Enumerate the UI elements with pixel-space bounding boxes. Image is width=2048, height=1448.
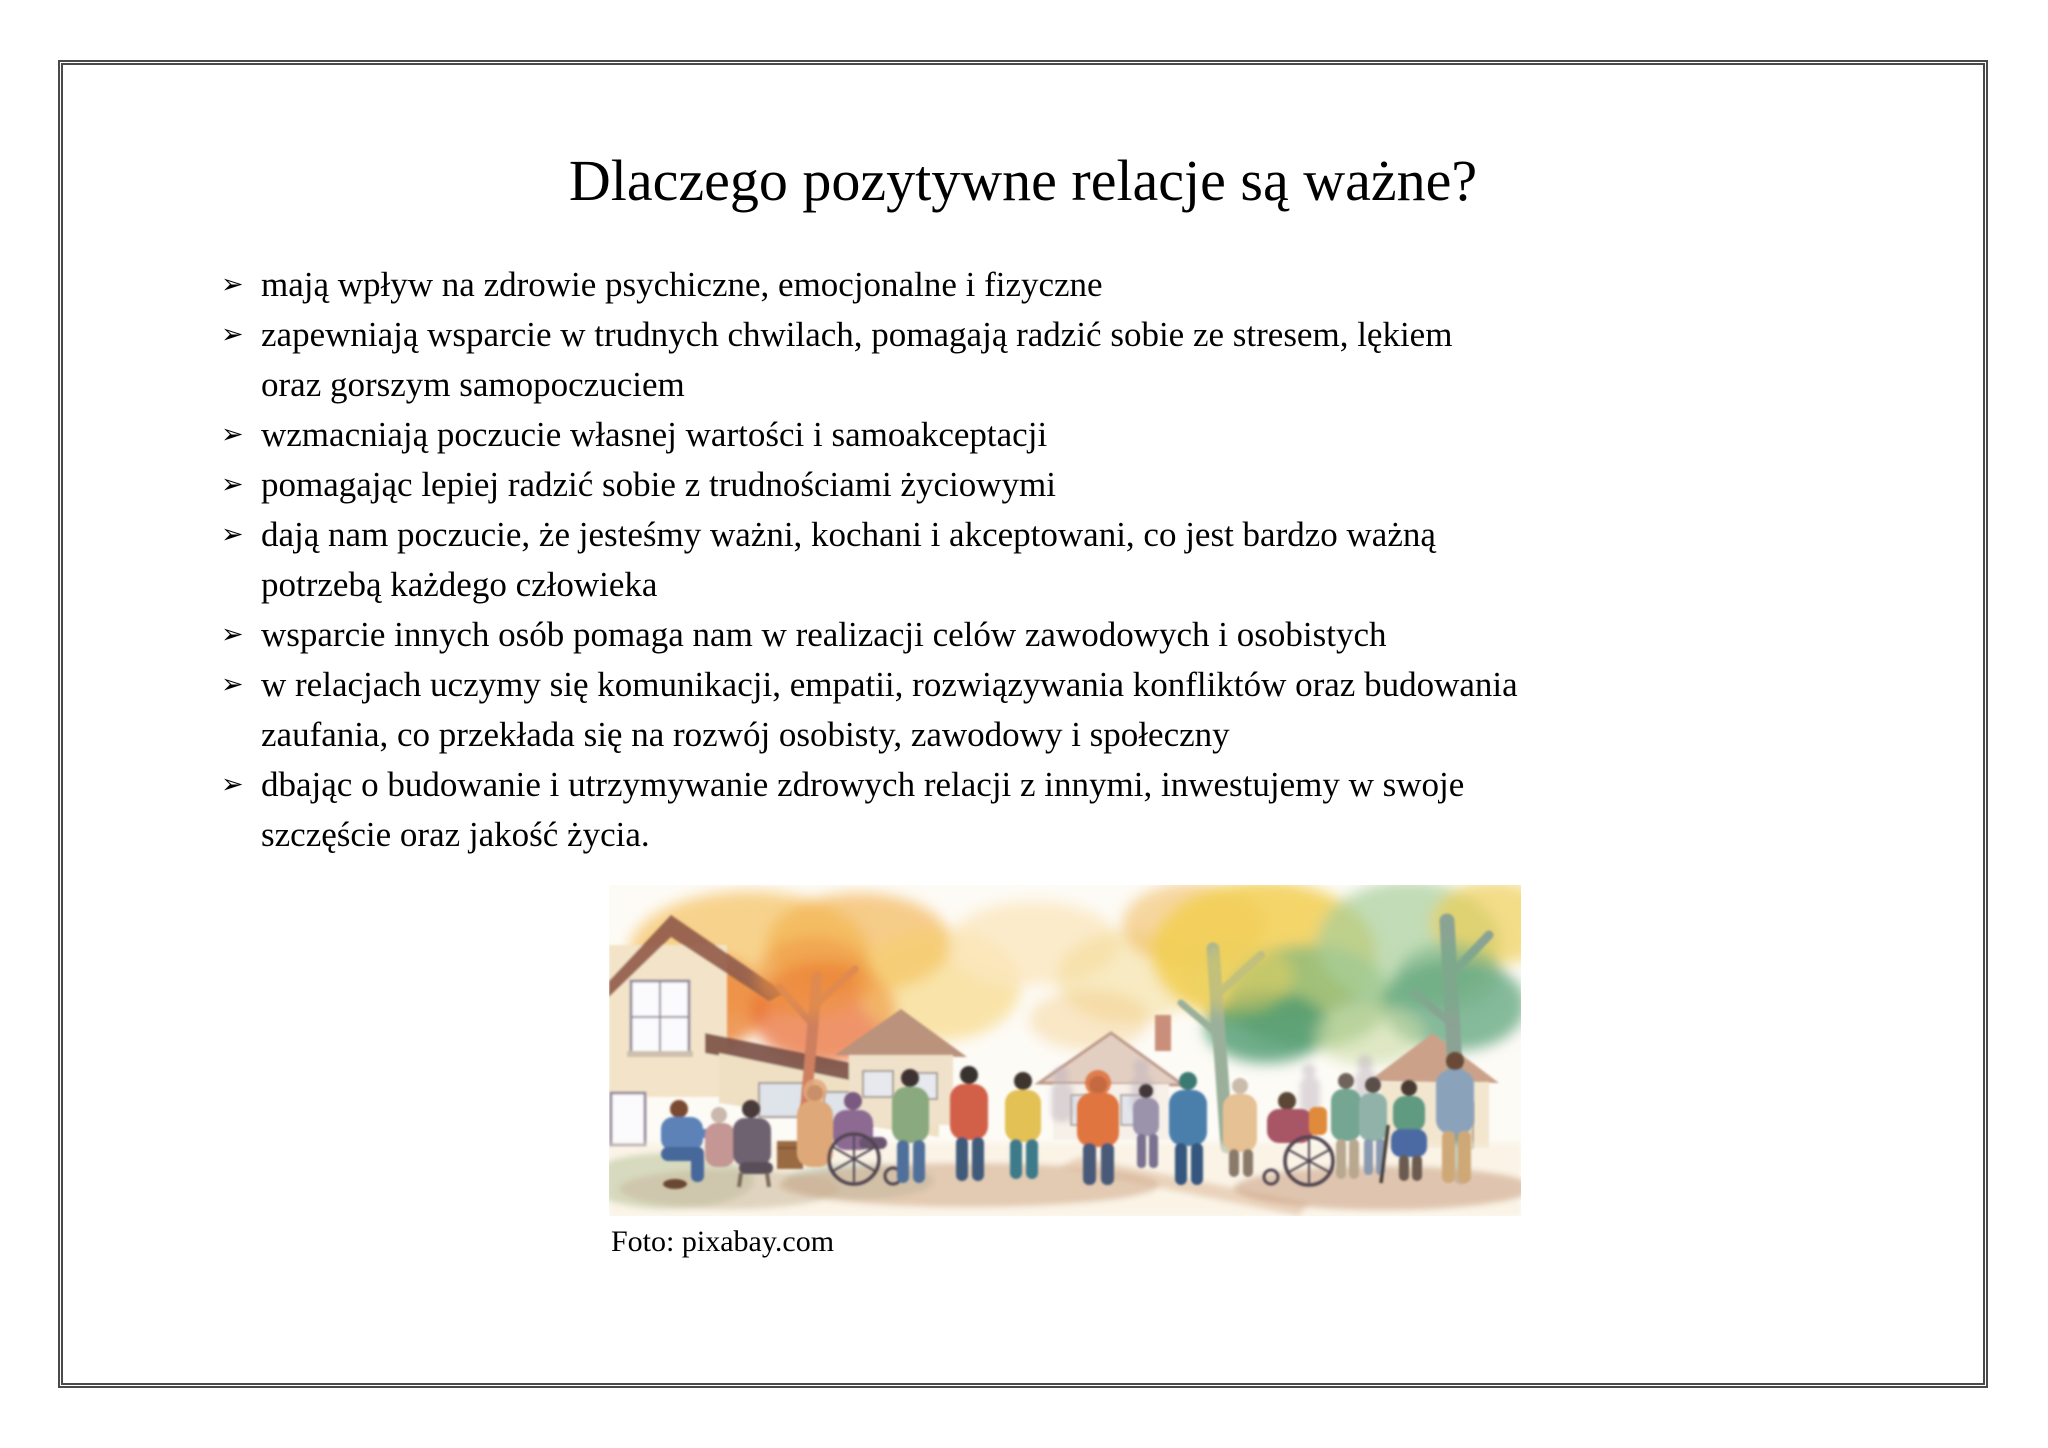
list-item: ➢ wzmacniają poczucie własnej wartości i samoakceptacji	[221, 410, 1983, 460]
list-item: ➢ dbając o budowanie i utrzymywanie zdrowych relacji z innymi, inwestujemy w swoje szczęście oraz jakość życia.	[221, 760, 1983, 860]
list-item: ➢ dają nam poczucie, że jesteśmy ważni, kochani i akceptowani, co jest bardzo ważną potrzebą każdego człowieka	[221, 510, 1983, 610]
arrow-bullet-icon: ➢	[221, 469, 244, 501]
list-item: ➢ zapewniają wsparcie w trudnych chwilach, pomagają radzić sobie ze stresem, lękiem oraz gorszym samopoczuciem	[221, 310, 1983, 410]
list-item: ➢ wsparcie innych osób pomaga nam w realizacji celów zawodowych i osobistych	[221, 610, 1983, 660]
slide-frame	[58, 60, 1988, 1388]
watercolor-street-scene-image	[609, 885, 1521, 1216]
list-item: ➢ mają wpływ na zdrowie psychiczne, emocjonalne i fizyczne	[221, 260, 1983, 310]
list-item: ➢ w relacjach uczymy się komunikacji, empatii, rozwiązywania konfliktów oraz budowania zaufania, co przekłada się na rozwój osobisty, zawodowy i społeczny	[221, 660, 1983, 760]
arrow-bullet-icon: ➢	[221, 769, 244, 801]
list-item: ➢ pomagając lepiej radzić sobie z trudnościami życiowymi	[221, 460, 1983, 510]
arrow-bullet-icon: ➢	[221, 519, 244, 551]
street-scene-illustration	[609, 885, 1521, 1216]
arrow-bullet-icon: ➢	[221, 669, 244, 701]
arrow-bullet-icon: ➢	[221, 419, 244, 451]
arrow-bullet-icon: ➢	[221, 269, 244, 301]
arrow-bullet-icon: ➢	[221, 319, 244, 351]
photo-credit: Foto: pixabay.com	[611, 1225, 835, 1259]
arrow-bullet-icon: ➢	[221, 619, 244, 651]
page-title: Dlaczego pozytywne relacje są ważne?	[568, 148, 1478, 213]
bullet-list	[221, 260, 1983, 860]
